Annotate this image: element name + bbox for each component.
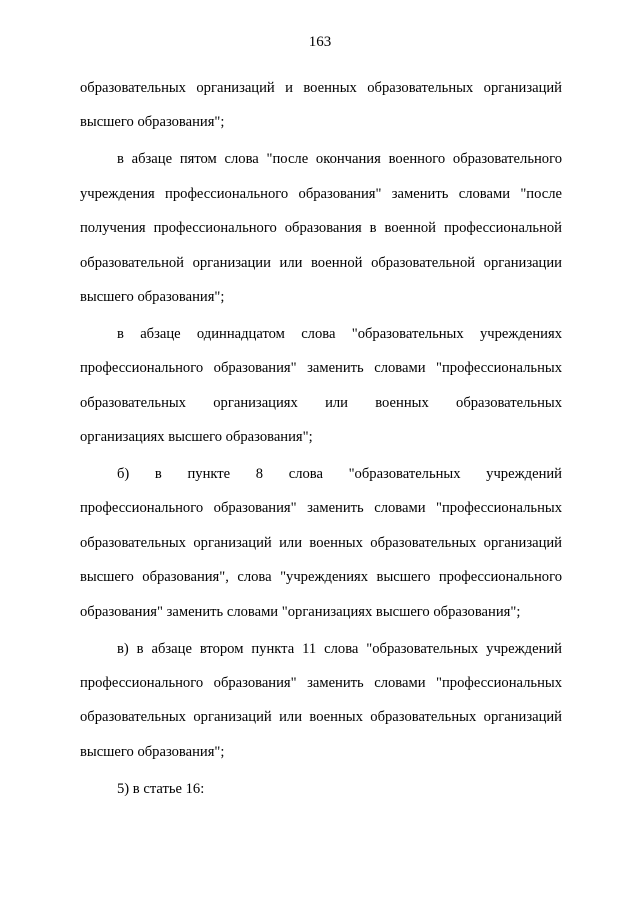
- text-line: профессионального образования" заменить словами "профессиональных: [80, 360, 562, 377]
- text-line: 5) в статье 16:: [117, 780, 205, 797]
- text-line: в абзаце пятом слова "после окончания военного образовательного: [117, 151, 562, 168]
- text-line: высшего образования", слова "учреждениях высшего профессионального: [80, 569, 562, 586]
- paragraph-3: [80, 317, 562, 455]
- text-line: образовательных организациях или военных образовательных: [80, 394, 562, 411]
- text-line: образовательных организаций и военных образовательных организаций: [80, 80, 562, 96]
- text-line: высшего образования";: [80, 743, 225, 760]
- document-body: [80, 71, 562, 806]
- text-line: образования" заменить словами "организациях высшего образования";: [80, 603, 521, 620]
- page-number: 163: [308, 34, 332, 50]
- text-line: образовательных организаций или военных образовательных организаций: [80, 534, 562, 551]
- text-line: получения профессионального образования в военной профессиональной: [80, 220, 562, 237]
- text-line: в) в абзаце втором пункта 11 слова "образовательных учреждений: [117, 640, 562, 657]
- text-line: б) в пункте 8 слова "образовательных учреждений: [117, 465, 562, 482]
- text-line: учреждения профессионального образования" заменить словами "после: [80, 185, 562, 202]
- text-line: высшего образования";: [80, 114, 225, 131]
- paragraph-2: [80, 142, 562, 314]
- paragraph-4: [80, 457, 562, 629]
- text-line: организациях высшего образования";: [80, 429, 313, 446]
- text-line: высшего образования";: [80, 288, 225, 305]
- paragraph-5: [80, 632, 562, 770]
- text-line: профессионального образования" заменить словами "профессиональных: [80, 500, 562, 517]
- text-line: образовательной организации или военной образовательной организации: [80, 254, 562, 271]
- text-line: образовательных организаций или военных образовательных организаций: [80, 709, 562, 726]
- text-line: профессионального образования" заменить словами "профессиональных: [80, 674, 562, 691]
- paragraph-1: [80, 71, 562, 140]
- text-line: в абзаце одиннадцатом слова "образовательных учреждениях: [117, 325, 562, 342]
- paragraph-6: [80, 772, 562, 806]
